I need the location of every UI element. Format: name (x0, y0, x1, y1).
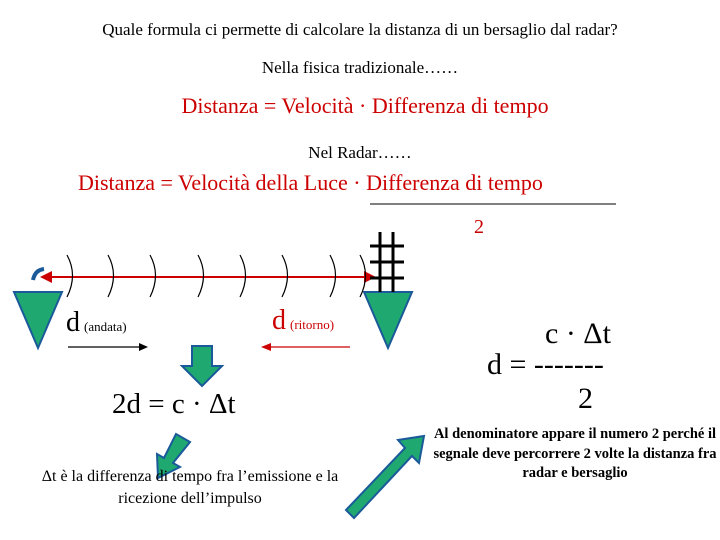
radar-antenna-icon (14, 292, 62, 348)
question-title: Quale formula ci permette di calcolare la distanza di un bersaglio dal radar? (102, 20, 618, 39)
d-andata (66, 307, 127, 339)
d-ritorno (272, 305, 334, 337)
d-ritorno-symbol: d (272, 305, 286, 336)
traditional-formula: Distanza = Velocità · Differenza di tempo (181, 93, 549, 118)
radar-label: Nel Radar…… (308, 143, 412, 162)
target-antenna-icon (364, 292, 412, 348)
result-numerator: c · Δt (545, 317, 611, 350)
radar-dish-icon (33, 269, 44, 280)
denominator-note: Al denominatore appare il numero 2 perché il segnale deve percorrere 2 volte la distanza fra radar e bersaglio (433, 426, 717, 482)
d-andata-symbol: d (66, 307, 80, 338)
traditional-physics-label: Nella fisica tradizionale…… (261, 58, 459, 77)
distance-arrow-left (40, 271, 52, 283)
ritorno-label: (ritorno) (290, 317, 335, 332)
andata-label: (andata) (84, 319, 127, 334)
andata-arrow (68, 343, 148, 351)
result-denominator: 2 (578, 382, 593, 415)
delta-t-note: Δt è la differenza di tempo fra l’emissione e la ricezione dell’impulso (41, 468, 339, 507)
target-mast-icon (370, 232, 404, 292)
radar-formula: Distanza = Velocità della Luce · Differenza di tempo (78, 170, 543, 195)
radar-formula-denominator: 2 (474, 216, 484, 238)
down-arrow-icon (182, 346, 222, 386)
result-fraction: d = ------- (487, 348, 604, 381)
equation-2d: 2d = c · Δt (112, 388, 236, 420)
ritorno-arrow (261, 343, 350, 351)
